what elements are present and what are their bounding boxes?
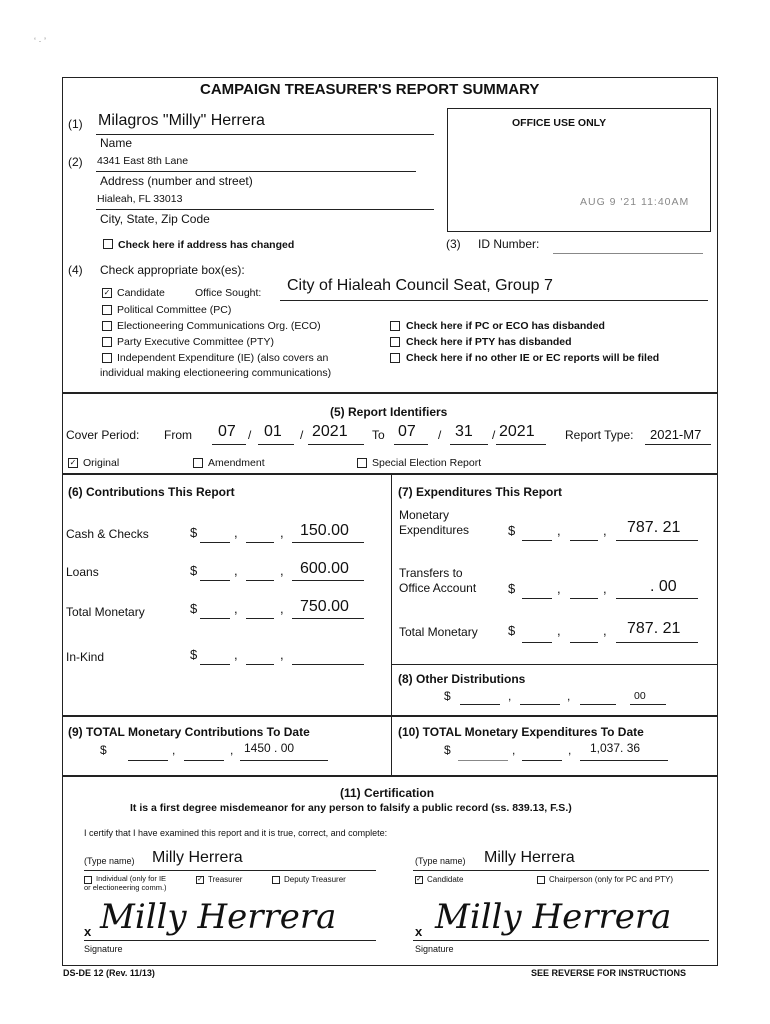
monetary-expenditures-dollar: $ — [508, 523, 516, 538]
loans-label: Loans — [66, 565, 99, 579]
to-label: To — [372, 428, 385, 442]
section4-number: (4) — [68, 263, 83, 277]
total-monetary-hundreds-line — [246, 618, 274, 619]
cover-period-label: Cover Period: — [66, 428, 140, 442]
eco-checkbox[interactable] — [102, 321, 112, 331]
to-month-line — [394, 444, 428, 445]
total-monetary-value[interactable]: 750.00 — [300, 598, 349, 615]
total-contributions-comma-1: , — [172, 743, 176, 757]
transfers-thousands-line — [522, 598, 552, 599]
monetary-expenditures-comma-1: , — [557, 523, 561, 538]
check-boxes-label: Check appropriate box(es): — [100, 263, 245, 277]
to-slash-1: / — [438, 428, 442, 442]
cash-checks-value-line — [292, 542, 364, 543]
pc-eco-disbanded-checkbox[interactable] — [390, 321, 400, 331]
office-sought-value[interactable]: City of Hialeah Council Seat, Group 7 — [287, 277, 553, 294]
original-checkbox[interactable]: ✓ — [69, 458, 77, 467]
loans-dollar: $ — [190, 563, 198, 578]
from-day-line — [258, 444, 294, 445]
monetary-expenditures-value-line — [616, 540, 698, 541]
city-label: City, State, Zip Code — [100, 212, 210, 226]
right-typed-name[interactable]: Milly Herrera — [484, 849, 575, 866]
total-expenditures-to-date-thousands-line — [458, 760, 508, 761]
total-monetary-value-line — [292, 618, 364, 619]
total-monetary-comma-1: , — [234, 601, 238, 616]
in-kind-value-line — [292, 664, 364, 665]
other-distributions-value[interactable]: 00 — [634, 690, 646, 702]
in-kind-hundreds-line — [246, 664, 274, 665]
city-value[interactable]: Hialeah, FL 33013 — [97, 193, 183, 205]
special-election-checkbox[interactable] — [357, 458, 367, 468]
report-type-line — [645, 444, 711, 445]
name-label: Name — [100, 136, 133, 150]
divider-certification — [62, 775, 718, 777]
section3-number: (3) — [446, 237, 461, 251]
form-id: DS-DE 12 (Rev. 11/13) — [63, 968, 155, 978]
total-expenditures-to-date-header: (10) TOTAL Monetary Expenditures To Date — [398, 725, 644, 739]
total-contributions-value-line — [240, 760, 328, 761]
to-year[interactable]: 2021 — [499, 423, 535, 440]
no-other-reports-label: Check here if no other IE or EC reports will be filed — [406, 352, 660, 364]
certification-warning: It is a first degree misdemeanor for any person to falsify a public record (ss. 839.13, F.S.) — [130, 802, 572, 814]
to-day-line — [450, 444, 488, 445]
total-monetary-dollar: $ — [190, 601, 198, 616]
in-kind-comma-1: , — [234, 647, 238, 662]
from-year[interactable]: 2021 — [312, 423, 348, 440]
eco-label: Electioneering Communications Org. (ECO) — [117, 320, 321, 332]
left-type-name-line — [84, 870, 376, 871]
certification-header: (11) Certification — [340, 786, 435, 800]
other-distributions-dollar: $ — [444, 689, 451, 703]
certification-statement: I certify that I have examined this report and it is true, correct, and complete: — [84, 828, 388, 838]
totals-column-divider — [391, 715, 392, 775]
cash-checks-hundreds-line — [246, 542, 274, 543]
other-distributions-comma-1: , — [508, 689, 512, 703]
from-slash-2: / — [300, 428, 304, 442]
city-line — [96, 209, 434, 210]
from-label: From — [164, 428, 192, 442]
chairperson-checkbox[interactable] — [537, 876, 545, 884]
total-expenditures-value-line — [616, 642, 698, 643]
monetary-expenditures-value[interactable]: 787. 21 — [627, 519, 681, 536]
right-signature-label: Signature — [415, 944, 454, 954]
in-kind-label: In-Kind — [66, 650, 105, 664]
no-other-reports-checkbox[interactable] — [390, 353, 400, 363]
pty-label: Party Executive Committee (PTY) — [117, 336, 274, 348]
id-number-line[interactable] — [553, 253, 703, 254]
pty-checkbox[interactable] — [102, 337, 112, 347]
office-use-label: OFFICE USE ONLY — [512, 117, 607, 129]
form-title: CAMPAIGN TREASURER'S REPORT SUMMARY — [200, 81, 540, 98]
expenditures-header: (7) Expenditures This Report — [398, 485, 563, 499]
amendment-label: Amendment — [208, 457, 265, 469]
total-contributions-dollar: $ — [100, 743, 107, 757]
total-expenditures-hundreds-line — [570, 642, 598, 643]
total-expenditures-dollar: $ — [508, 623, 516, 638]
address-value[interactable]: 4341 East 8th Lane — [97, 155, 189, 167]
total-expenditures-to-date-comma-2: , — [568, 743, 572, 757]
right-signature[interactable]: Milly Herrera — [435, 897, 672, 937]
total-expenditures-to-date-comma-1: , — [512, 743, 516, 757]
report-type-value[interactable]: 2021-M7 — [650, 427, 702, 442]
left-signature-line — [84, 940, 376, 941]
candidate-label: Candidate — [117, 287, 165, 299]
other-distributions-header: (8) Other Distributions — [398, 672, 526, 686]
candidate-checkbox[interactable]: ✓ — [103, 288, 111, 297]
original-label: Original — [83, 457, 120, 469]
right-type-name-label: (Type name) — [415, 856, 466, 866]
total-expenditures-to-date-hundreds-line — [522, 760, 562, 761]
monetary-expenditures-thousands-line — [522, 540, 552, 541]
total-expenditures-thousands-line — [522, 642, 552, 643]
left-signature[interactable]: Milly Herrera — [100, 897, 337, 937]
chairperson-label: Chairperson (only for PC and PTY) — [549, 875, 674, 884]
total-expenditures-to-date-dollar: $ — [444, 743, 451, 757]
divider-totals — [62, 715, 718, 717]
cash-checks-comma-2: , — [280, 525, 284, 540]
individual-label-1: Individual (only for IE — [96, 874, 167, 883]
address-changed-checkbox[interactable] — [103, 239, 113, 249]
in-kind-thousands-line — [200, 664, 230, 665]
from-day[interactable]: 01 — [264, 423, 282, 440]
loans-comma-2: , — [280, 563, 284, 578]
other-distributions-thousands-line — [460, 704, 500, 705]
ie-label-line1: Independent Expenditure (IE) (also covers an — [117, 352, 329, 364]
divider-mid — [62, 473, 718, 475]
report-type-label: Report Type: — [565, 428, 634, 442]
total-contributions-thousands-line — [128, 760, 168, 761]
cash-checks-comma-1: , — [234, 525, 238, 540]
total-expenditures-comma-1: , — [557, 623, 561, 638]
other-distributions-units-line — [580, 704, 616, 705]
left-type-name-label: (Type name) — [84, 856, 135, 866]
pc-eco-disbanded-label: Check here if PC or ECO has disbanded — [406, 320, 605, 332]
candidate-cert-label: Candidate — [427, 875, 464, 884]
contributions-header: (6) Contributions This Report — [68, 485, 235, 499]
address-changed-label: Check here if address has changed — [118, 239, 295, 251]
column-divider — [391, 473, 392, 715]
pty-disbanded-checkbox[interactable] — [390, 337, 400, 347]
total-monetary-comma-2: , — [280, 601, 284, 616]
right-signature-line — [413, 940, 709, 941]
cash-checks-dollar: $ — [190, 525, 198, 540]
loans-thousands-line — [200, 580, 230, 581]
transfers-value-line — [616, 598, 698, 599]
right-signature-x: x — [415, 924, 423, 939]
section8-divider — [391, 664, 718, 665]
total-expenditures-label: Total Monetary — [399, 625, 478, 639]
from-slash-1: / — [248, 428, 252, 442]
to-day[interactable]: 31 — [455, 423, 473, 440]
transfers-comma-2: , — [603, 581, 607, 596]
candidate-cert-checkbox[interactable]: ✓ — [416, 876, 422, 883]
divider-top — [62, 392, 718, 394]
cash-checks-thousands-line — [200, 542, 230, 543]
total-expenditures-comma-2: , — [603, 623, 607, 638]
pty-disbanded-label: Check here if PTY has disbanded — [406, 336, 572, 348]
loans-comma-1: , — [234, 563, 238, 578]
left-signature-label: Signature — [84, 944, 123, 954]
address-label: Address (number and street) — [100, 174, 253, 188]
left-signature-x: x — [84, 924, 92, 939]
monetary-expenditures-comma-2: , — [603, 523, 607, 538]
other-distributions-comma-2: , — [567, 689, 571, 703]
section1-number: (1) — [68, 117, 83, 131]
monetary-expenditures-hundreds-line — [570, 540, 598, 541]
total-contributions-hundreds-line — [184, 760, 224, 761]
other-distributions-hundreds-line — [520, 704, 560, 705]
cash-checks-value[interactable]: 150.00 — [300, 522, 349, 539]
monetary-expenditures-label-2: Expenditures — [399, 523, 470, 537]
total-expenditures-to-date-value[interactable]: 1,037. 36 — [590, 741, 641, 755]
amendment-checkbox[interactable] — [193, 458, 203, 468]
right-type-name-line — [413, 870, 709, 871]
transfers-label-2: Office Account — [399, 581, 477, 595]
from-month[interactable]: 07 — [218, 423, 236, 440]
total-expenditures-to-date-value-line — [580, 760, 668, 761]
individual-label-2: or electioneering comm.) — [84, 883, 167, 892]
transfers-hundreds-line — [570, 598, 598, 599]
pc-label: Political Committee (PC) — [117, 304, 232, 316]
loans-value-line — [292, 580, 364, 581]
monetary-expenditures-label-1: Monetary — [399, 508, 450, 522]
pc-checkbox[interactable] — [102, 305, 112, 315]
total-monetary-thousands-line — [200, 618, 230, 619]
treasurer-checkbox[interactable]: ✓ — [197, 876, 203, 883]
report-identifiers-header: (5) Report Identifiers — [330, 405, 448, 419]
to-slash-2: / — [492, 428, 496, 442]
to-year-line — [496, 444, 546, 445]
total-expenditures-value[interactable]: 787. 21 — [627, 620, 681, 637]
total-contributions-header: (9) TOTAL Monetary Contributions To Date — [68, 725, 310, 739]
cash-checks-label: Cash & Checks — [66, 527, 149, 541]
loans-value[interactable]: 600.00 — [300, 560, 349, 577]
loans-hundreds-line — [246, 580, 274, 581]
total-contributions-comma-2: , — [230, 743, 234, 757]
other-distributions-value-line — [630, 704, 666, 705]
office-sought-line — [280, 300, 708, 301]
section2-number: (2) — [68, 155, 83, 169]
to-month[interactable]: 07 — [398, 423, 416, 440]
corner-marks: ‘ · ’ — [34, 36, 46, 46]
treasurer-label: Treasurer — [208, 875, 243, 884]
from-month-line — [212, 444, 246, 445]
transfers-label-1: Transfers to — [399, 566, 463, 580]
transfers-value[interactable]: . 00 — [650, 578, 677, 595]
id-number-label: ID Number: — [478, 237, 540, 251]
total-monetary-label: Total Monetary — [66, 605, 145, 619]
ie-label-line2: individual making electioneering communications) — [100, 367, 332, 379]
office-sought-label: Office Sought: — [195, 287, 262, 299]
in-kind-dollar: $ — [190, 647, 198, 662]
transfers-comma-1: , — [557, 581, 561, 596]
name-value[interactable]: Milagros "Milly" Herrera — [98, 112, 265, 129]
name-line — [96, 134, 434, 135]
transfers-dollar: $ — [508, 581, 516, 596]
deputy-treasurer-checkbox[interactable] — [272, 876, 280, 884]
reverse-instructions-note: SEE REVERSE FOR INSTRUCTIONS — [531, 968, 687, 978]
total-contributions-value[interactable]: 1450 . 00 — [244, 741, 295, 755]
from-year-line — [308, 444, 364, 445]
deputy-treasurer-label: Deputy Treasurer — [284, 875, 346, 884]
ie-checkbox[interactable] — [102, 353, 112, 363]
special-election-label: Special Election Report — [372, 457, 482, 469]
address-line — [96, 171, 416, 172]
left-typed-name[interactable]: Milly Herrera — [152, 849, 243, 866]
in-kind-comma-2: , — [280, 647, 284, 662]
received-stamp: AUG 9 '21 11:40AM — [580, 196, 690, 208]
